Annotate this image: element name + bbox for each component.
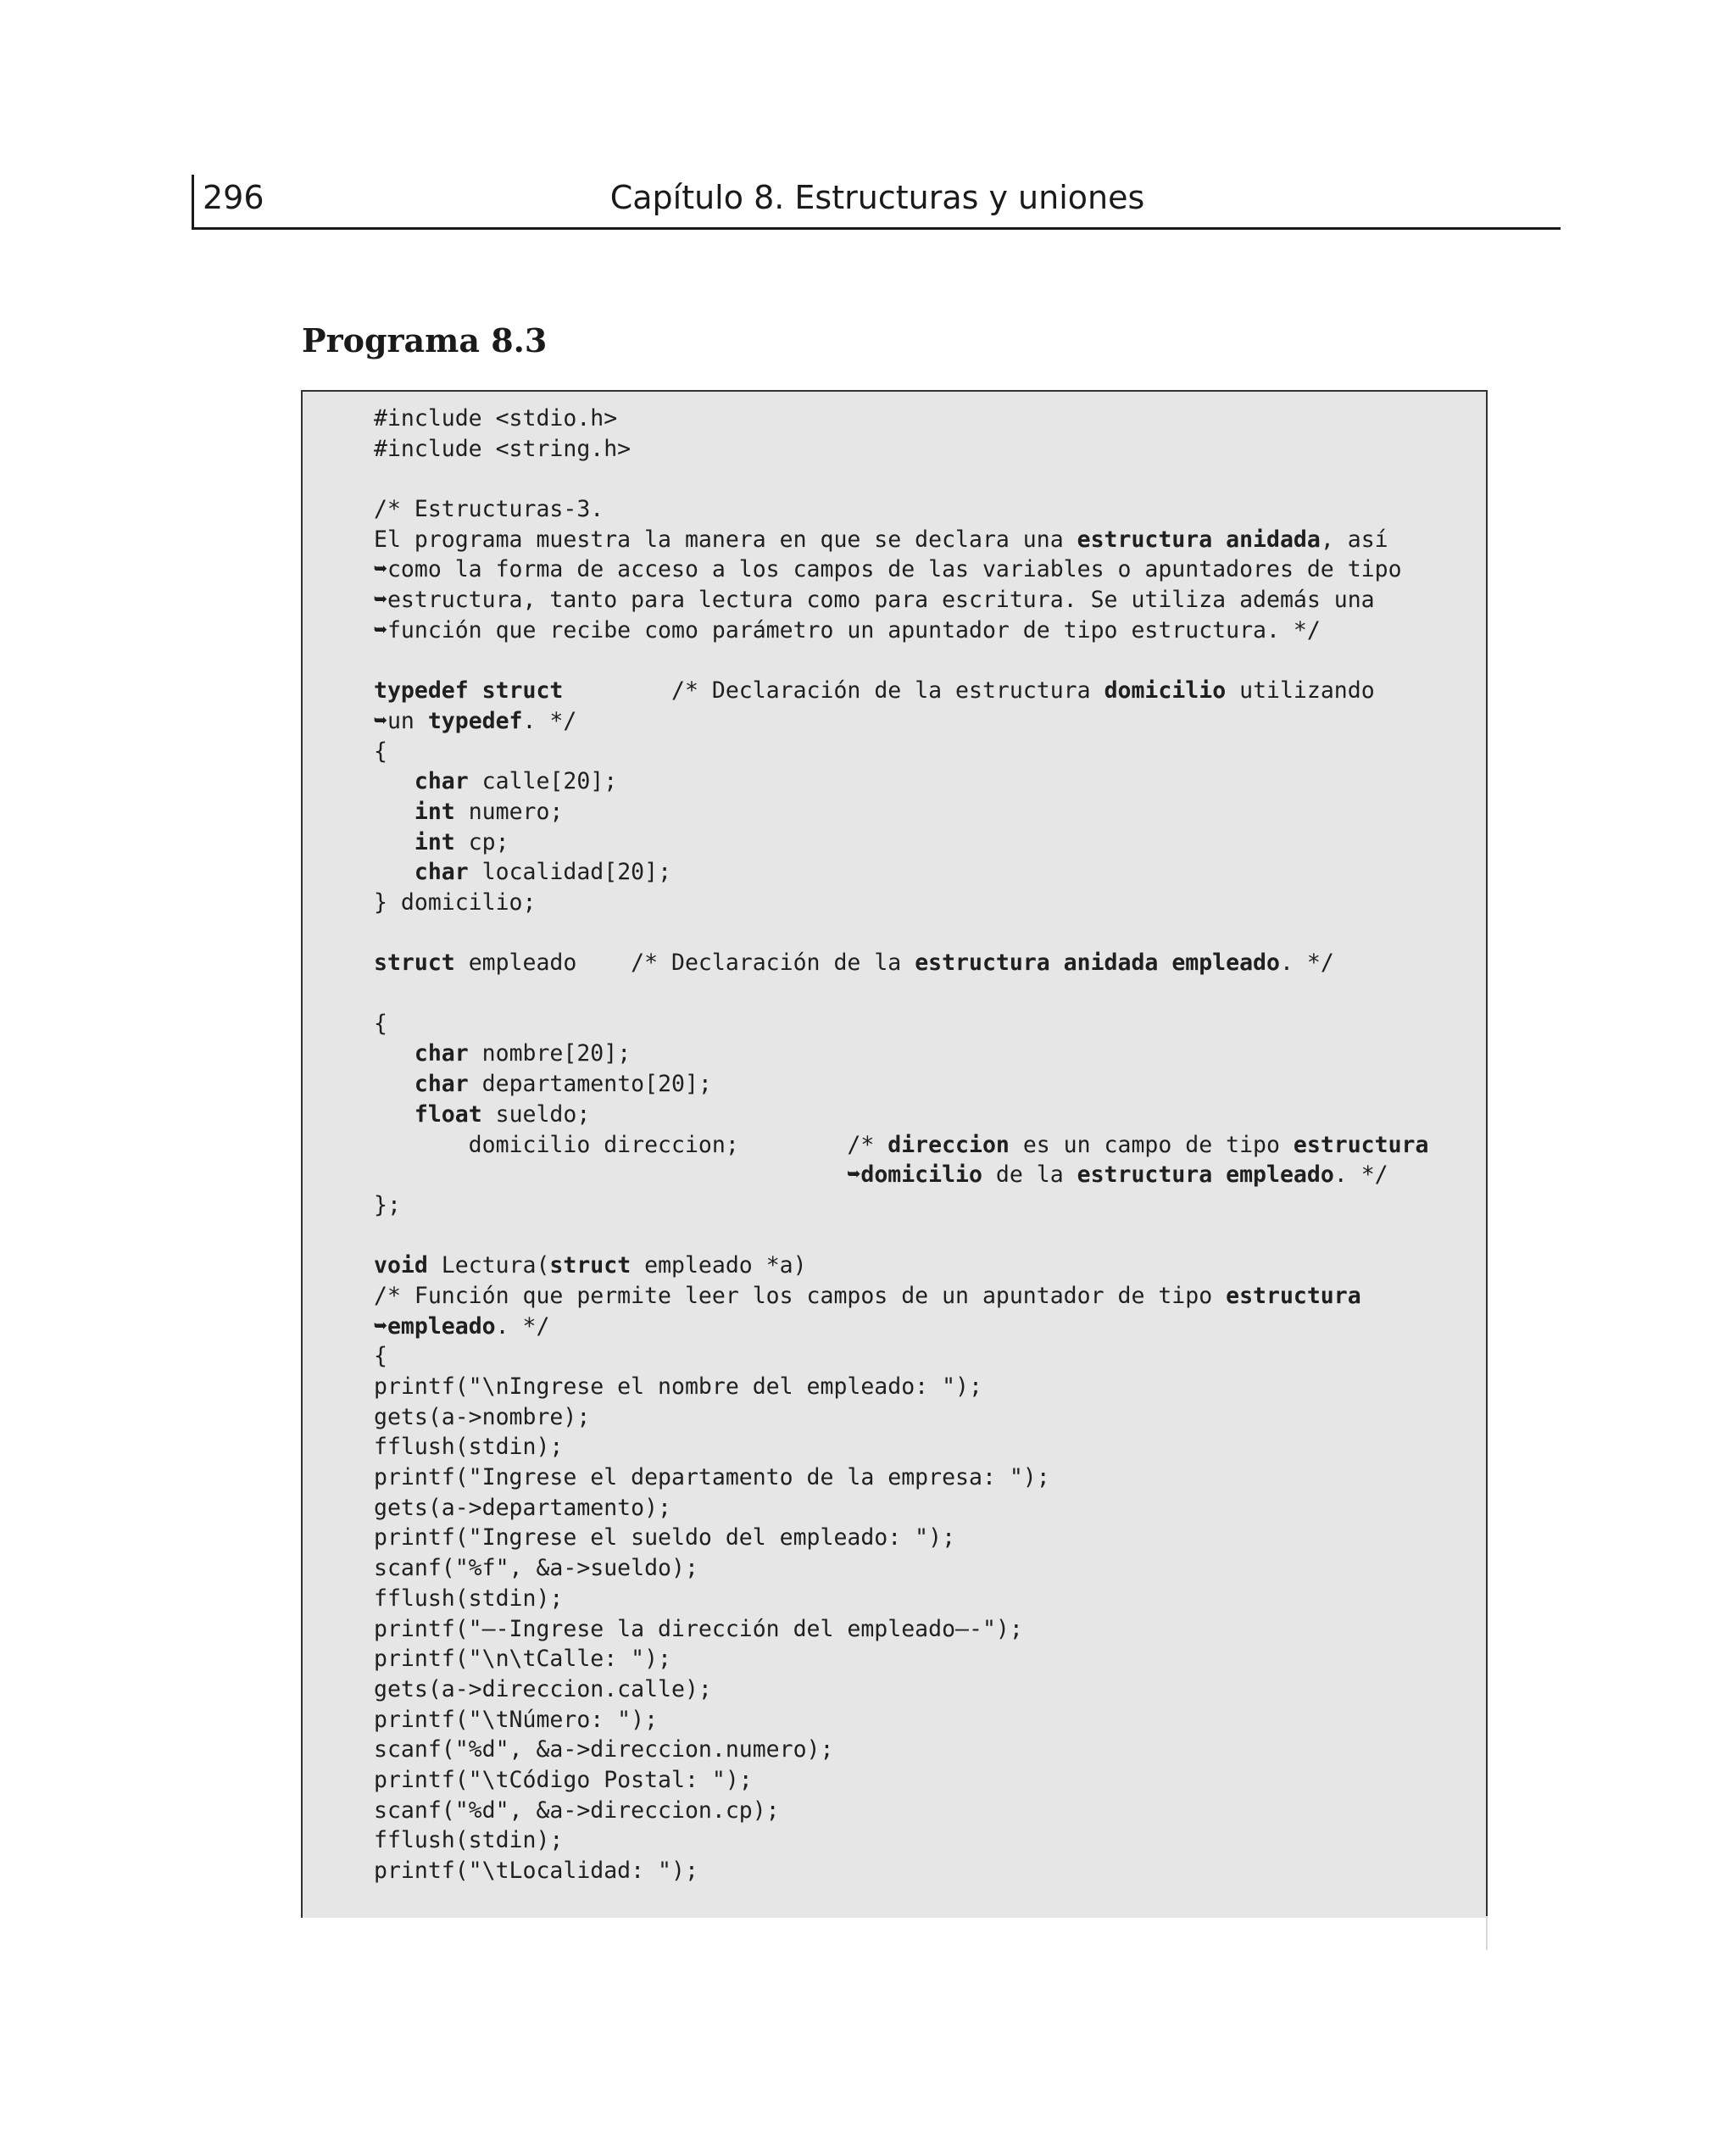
code-keyword: estructura anidada empleado	[915, 950, 1280, 977]
code-line	[374, 978, 1428, 1009]
running-title: Capítulo 8. Estructuras y uniones	[609, 179, 1145, 216]
code-listing	[374, 404, 1428, 1886]
code-line	[374, 888, 1428, 918]
code-line	[374, 676, 1428, 706]
code-line	[374, 766, 1428, 797]
code-keyword: direccion	[887, 1131, 1010, 1158]
code-line	[374, 1705, 1428, 1735]
code-line	[374, 404, 1428, 434]
code-text: } domicilio;	[374, 889, 537, 916]
code-text	[374, 768, 415, 794]
code-text: , así	[1320, 526, 1388, 553]
code-line	[374, 616, 1428, 646]
code-line	[374, 434, 1428, 465]
code-text	[374, 1162, 847, 1188]
code-keyword: estructura anidada	[1077, 526, 1321, 553]
code-keyword: char	[414, 1071, 469, 1098]
code-keyword: char	[414, 859, 469, 886]
code-keyword: estructura	[1226, 1282, 1361, 1309]
code-line	[374, 1432, 1428, 1462]
code-text: printf("\n\tCalle: ");	[374, 1646, 671, 1673]
code-line	[374, 1160, 1428, 1190]
code-keyword: int	[414, 828, 455, 855]
code-line	[374, 1614, 1428, 1645]
code-text: localidad[20];	[468, 859, 672, 886]
code-line	[374, 1644, 1428, 1674]
code-text: /* Función que permite leer los campos de un apuntador de tipo	[374, 1282, 1227, 1309]
code-text: El programa muestra la manera en que se declara una	[374, 526, 1077, 553]
code-text	[374, 859, 415, 885]
code-line	[374, 494, 1428, 525]
code-text: . */	[1279, 950, 1334, 977]
code-keyword: empleado	[387, 1312, 496, 1340]
code-keyword: domicilio	[1104, 677, 1227, 705]
code-line	[374, 1584, 1428, 1614]
code-text: calle[20];	[468, 768, 618, 795]
code-line	[374, 1100, 1428, 1130]
code-text: printf("\nIngrese el nombre del empleado: ");	[374, 1373, 982, 1400]
code-text: printf("\tCódigo Postal: ");	[374, 1766, 753, 1793]
code-text: . */	[522, 707, 577, 734]
code-text: utilizando	[1226, 677, 1375, 705]
code-text: printf("Ingrese el sueldo del empleado: ");	[374, 1524, 956, 1552]
code-keyword: struct	[549, 1252, 632, 1279]
code-text: nombre[20];	[468, 1040, 632, 1067]
code-keyword: char	[414, 768, 469, 795]
code-line	[374, 1341, 1428, 1372]
code-text: ➥estructura, tanto para lectura como para escritura. Se utiliza además una	[374, 587, 1375, 614]
code-line	[374, 918, 1428, 949]
code-keyword: estructura empleado	[1077, 1162, 1334, 1189]
code-text	[374, 1071, 415, 1097]
code-line	[374, 1312, 1428, 1342]
code-keyword: void	[374, 1252, 428, 1279]
code-line	[374, 1130, 1428, 1161]
code-keyword: typedef	[427, 707, 523, 734]
code-text: Lectura(	[427, 1252, 550, 1279]
code-line	[374, 1553, 1428, 1584]
code-text: /* Estructuras-3.	[374, 496, 604, 523]
code-line	[374, 1190, 1428, 1221]
code-text: #include <stdio.h>	[374, 405, 618, 432]
code-line	[374, 797, 1428, 827]
code-line	[374, 737, 1428, 767]
code-text: {	[374, 1343, 387, 1370]
code-text: de la	[982, 1162, 1077, 1189]
code-text	[374, 1040, 415, 1067]
code-text: gets(a->departamento);	[374, 1494, 671, 1521]
code-keyword: int	[414, 798, 455, 825]
code-text	[374, 799, 415, 825]
code-text: es un campo de tipo	[1009, 1131, 1294, 1158]
code-keyword: struct	[374, 950, 455, 977]
code-line	[374, 706, 1428, 737]
code-text: fflush(stdin);	[374, 1827, 564, 1854]
code-line	[374, 1069, 1428, 1100]
code-text: numero;	[454, 798, 564, 825]
code-text: empleado *a)	[631, 1252, 807, 1279]
code-line	[374, 1796, 1428, 1826]
page-header	[192, 175, 1561, 230]
code-text: printf("\tLocalidad: ");	[374, 1858, 698, 1884]
code-text: . */	[1333, 1162, 1388, 1189]
code-line	[374, 948, 1428, 978]
code-line	[374, 525, 1428, 555]
code-line	[374, 857, 1428, 888]
code-line	[374, 1765, 1428, 1796]
code-text: departamento[20];	[468, 1071, 712, 1098]
code-text: #include <string.h>	[374, 435, 632, 462]
code-text: gets(a->direccion.calle);	[374, 1675, 712, 1702]
code-text: printf("—-Ingrese la dirección del empleado—-");	[374, 1615, 1023, 1642]
code-keyword: typedef struct	[374, 677, 564, 705]
code-text: gets(a->nombre);	[374, 1403, 591, 1430]
page-number: 296	[203, 179, 264, 216]
code-text: printf("\tNúmero: ");	[374, 1706, 659, 1733]
code-line	[374, 1523, 1428, 1553]
code-text: ➥un	[374, 707, 428, 734]
code-line	[374, 1825, 1428, 1856]
code-text: ➥como la forma de acceso a los campos de las variables o apuntadores de tipo	[374, 556, 1402, 583]
code-line	[374, 827, 1428, 858]
code-line	[374, 1735, 1428, 1765]
code-text	[374, 829, 415, 855]
code-text: scanf("%d", &a->direccion.numero);	[374, 1736, 834, 1763]
code-text	[374, 1101, 415, 1128]
code-line	[374, 585, 1428, 616]
code-text: domicilio direccion; /*	[374, 1131, 888, 1158]
code-text: scanf("%f", &a->sueldo);	[374, 1555, 698, 1582]
code-text: . */	[495, 1312, 550, 1340]
code-line	[374, 1402, 1428, 1433]
code-line	[374, 1221, 1428, 1251]
code-line	[374, 464, 1428, 494]
code-line	[374, 1281, 1428, 1312]
program-title: Programa 8.3	[302, 321, 548, 359]
code-text: {	[374, 1010, 387, 1037]
code-line	[374, 1856, 1428, 1886]
code-text: /* Declaración de la estructura	[563, 677, 1104, 705]
code-keyword: estructura	[1293, 1131, 1429, 1158]
code-text: printf("Ingrese el departamento de la empresa: ");	[374, 1464, 1050, 1491]
code-line	[374, 1039, 1428, 1069]
code-text: ➥	[374, 1312, 387, 1340]
code-line	[374, 1009, 1428, 1039]
code-keyword: float	[414, 1100, 482, 1128]
code-text: empleado /* Declaración de la	[454, 950, 915, 977]
code-text: sueldo;	[481, 1100, 591, 1128]
code-line	[374, 1251, 1428, 1281]
code-line	[374, 1462, 1428, 1493]
code-listing-box	[301, 390, 1488, 1918]
code-text: };	[374, 1191, 401, 1218]
code-line	[374, 646, 1428, 677]
code-line	[374, 554, 1428, 585]
code-text: cp;	[454, 828, 509, 855]
code-text: fflush(stdin);	[374, 1585, 564, 1612]
code-text: ➥función que recibe como parámetro un apuntador de tipo estructura. */	[374, 616, 1321, 643]
code-keyword: ➥domicilio	[847, 1162, 982, 1189]
code-text: fflush(stdin);	[374, 1434, 564, 1461]
code-line	[374, 1372, 1428, 1402]
code-line	[374, 1493, 1428, 1524]
code-text: {	[374, 738, 387, 765]
code-text: scanf("%d", &a->direccion.cp);	[374, 1797, 780, 1824]
code-keyword: char	[414, 1040, 469, 1067]
code-line	[374, 1674, 1428, 1705]
